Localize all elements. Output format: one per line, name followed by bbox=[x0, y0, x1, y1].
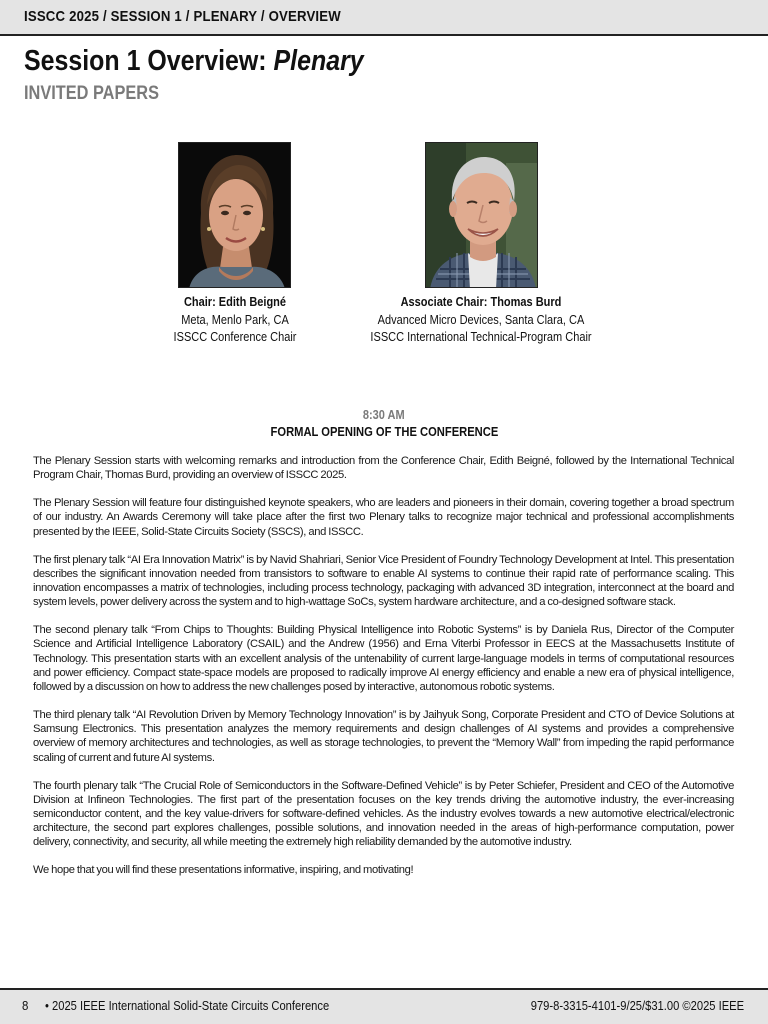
paragraph: The Plenary Session will feature four distinguished keynote speakers, who are leaders and pioneers in their domain, covering together a broad spectrum of our industry. An Awards Ceremony will take place after the first two Plenary talks to recognize major technical and professional accomplishments presented by the IEEE, Solid-State Circuits Society (SSCS), and ISSCC. bbox=[33, 497, 734, 538]
opening-heading: FORMAL OPENING OF THE CONFERENCE bbox=[270, 424, 498, 439]
associate-chair-position: ISSCC International Technical-Program Chair bbox=[370, 330, 592, 344]
opening-heading-row bbox=[0, 424, 768, 439]
page-subtitle: INVITED PAPERS bbox=[24, 83, 159, 104]
chair-affiliation: Meta, Menlo Park, CA bbox=[181, 312, 289, 327]
page-number: 8 bbox=[22, 998, 29, 1013]
page-title bbox=[24, 45, 364, 78]
opening-time: 8:30 AM bbox=[363, 408, 405, 422]
paragraph: The Plenary Session starts with welcoming remarks and introduction from the Conference Chair, Edith Beigné, followed by the International Technical Program Chair, Thomas Burd, providing an overview of ISSCC 2025. bbox=[33, 455, 734, 482]
opening-time-row bbox=[0, 408, 768, 422]
title-main: Session 1 Overview: bbox=[24, 45, 274, 77]
paragraph: The second plenary talk “From Chips to Thoughts: Building Physical Intelligence into Robotic Systems” is by Daniela Rus, Director of the Computer Science and Artificial Intelligence Laboratory (CSAIL) and the Andrew (1956) and Erna Viterbi Professor in EECS at the Massachusetts Institute of Technology. This presentation starts with an excellent analysis of the untenability of current large-language models in terms of computational resources and power efficiency. Compact state-space models are proposed to radically improve AI energy efficiency and enable a new era of physical intelligence, followed by a discussion on how to address the new challenges posed by interactive, autonomous robotic systems. bbox=[33, 624, 734, 694]
associate-chair-info bbox=[331, 294, 631, 347]
paragraph: The first plenary talk “AI Era Innovation Matrix” is by Navid Shahriari, Senior Vice President of Foundry Technology Development at Intel. This presentation describes the significant innovation needed from transistors to software to enable AI systems to continue their rapid rate of performance scaling. This innovation encompasses a matrix of technologies, including process technology, packaging with advanced 3D integration, interconnect at the board and system levels, power delivery across the system and to high-wattage SoCs, system hardware architecture, and a co-designed software stack. bbox=[33, 553, 734, 609]
paragraph: The fourth plenary talk “The Crucial Role of Semiconductors in the Software-Defined Vehicle” is by Peter Schiefer, President and CEO of the Automotive Division at Infineon Technologies. The first part of the presentation focuses on the key trends driving the automotive industry, the ever-increasing semiconductor content, and the key value-drivers for software-defined vehicles. As the industry evolves towards a new automotive electrical/electronic architecture, the second part explores challenges, possible solutions, and innovation needed in the areas of high-performance computation, power delivery, connectivity, and security, all while meeting the extremely high reliability demanded by the automotive industry. bbox=[33, 779, 734, 849]
title-italic: Plenary bbox=[273, 45, 364, 77]
chair-portrait-image bbox=[179, 143, 291, 288]
chair-portrait bbox=[178, 142, 291, 288]
footer-conference: • 2025 IEEE International Solid-State Circuits Conference bbox=[45, 998, 330, 1013]
associate-chair-portrait bbox=[425, 142, 538, 288]
paragraph: The third plenary talk “AI Revolution Driven by Memory Technology Innovation” is by Jaihyuk Song, Corporate President and CTO of Device Solutions at Samsung Electronics. This presentation analyzes the memory requirements and design challenges of AI systems and provides a comprehensive overview of memory architectures and technologies, as well as storage technologies, to prevent the “Memory Wall” from impeding the rapid performance scaling of current and future AI systems. bbox=[33, 709, 734, 764]
paragraph: We hope that you will find these presentations informative, inspiring, and motivating! bbox=[33, 864, 414, 877]
running-head-text: ISSCC 2025 / SESSION 1 / PLENARY / OVERVIEW bbox=[24, 8, 341, 25]
chair-position: ISSCC Conference Chair bbox=[173, 330, 297, 344]
associate-chair-role: Associate Chair: Thomas Burd bbox=[400, 295, 562, 309]
chair-info bbox=[115, 294, 355, 347]
footer-copyright: 979-8-3315-4101-9/25/$31.00 ©2025 IEEE bbox=[530, 998, 744, 1013]
associate-chair-portrait-image bbox=[426, 143, 538, 288]
body-text bbox=[33, 454, 734, 891]
chair-role: Chair: Edith Beigné bbox=[183, 295, 287, 309]
associate-chair-affiliation: Advanced Micro Devices, Santa Clara, CA bbox=[377, 312, 585, 327]
